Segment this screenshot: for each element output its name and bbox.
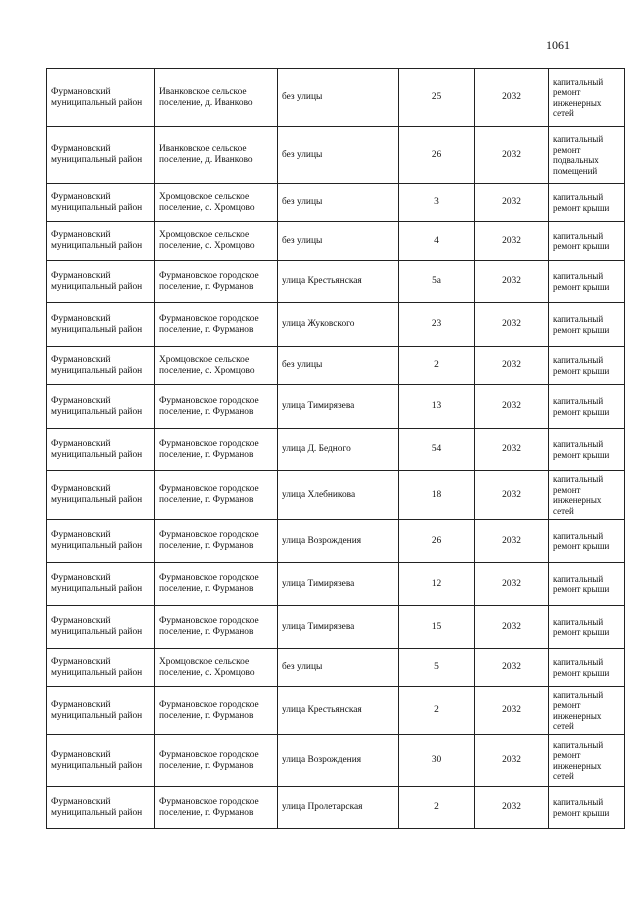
work-type-cell: капитальный ремонт инженерных сетей: [549, 687, 625, 735]
district-cell: Фурмановский муниципальный район: [47, 787, 155, 829]
district-cell: Фурмановский муниципальный район: [47, 385, 155, 429]
district-cell: Фурмановский муниципальный район: [47, 606, 155, 649]
table-row: [47, 471, 625, 520]
house-number-cell: 13: [399, 385, 475, 429]
house-number-cell: 26: [399, 520, 475, 563]
house-number-cell: 26: [399, 127, 475, 184]
settlement-cell: Фурмановское городское поселение, г. Фурманов: [155, 471, 278, 520]
year-cell: 2032: [475, 69, 549, 127]
street-cell: без улицы: [278, 127, 399, 184]
house-number-cell: 5: [399, 649, 475, 687]
year-cell: 2032: [475, 787, 549, 829]
year-cell: 2032: [475, 261, 549, 303]
work-type-cell: капитальный ремонт крыши: [549, 787, 625, 829]
year-cell: 2032: [475, 649, 549, 687]
settlement-cell: Хромцовское сельское поселение, с. Хромцово: [155, 649, 278, 687]
district-cell: Фурмановский муниципальный район: [47, 69, 155, 127]
house-number-cell: 2: [399, 787, 475, 829]
year-cell: 2032: [475, 735, 549, 787]
table-row: [47, 649, 625, 687]
settlement-cell: Иванковское сельское поселение, д. Иванково: [155, 127, 278, 184]
year-cell: 2032: [475, 563, 549, 606]
table-body: [47, 69, 625, 829]
street-cell: улица Тимирязева: [278, 385, 399, 429]
year-cell: 2032: [475, 385, 549, 429]
house-number-cell: 2: [399, 687, 475, 735]
year-cell: 2032: [475, 347, 549, 385]
settlement-cell: Хромцовское сельское поселение, с. Хромцово: [155, 222, 278, 261]
table-row: [47, 606, 625, 649]
year-cell: 2032: [475, 222, 549, 261]
table-row: [47, 735, 625, 787]
house-number-cell: 5а: [399, 261, 475, 303]
street-cell: улица Возрождения: [278, 735, 399, 787]
district-cell: Фурмановский муниципальный район: [47, 429, 155, 471]
table-row: [47, 261, 625, 303]
house-number-cell: 3: [399, 184, 475, 222]
settlement-cell: Фурмановское городское поселение, г. Фурманов: [155, 385, 278, 429]
work-type-cell: капитальный ремонт крыши: [549, 520, 625, 563]
house-number-cell: 54: [399, 429, 475, 471]
work-type-cell: капитальный ремонт подвальных помещений: [549, 127, 625, 184]
table-row: [47, 69, 625, 127]
work-type-cell: капитальный ремонт крыши: [549, 563, 625, 606]
work-type-cell: капитальный ремонт крыши: [549, 429, 625, 471]
table-row: [47, 787, 625, 829]
district-cell: Фурмановский муниципальный район: [47, 261, 155, 303]
house-number-cell: 12: [399, 563, 475, 606]
year-cell: 2032: [475, 429, 549, 471]
house-number-cell: 25: [399, 69, 475, 127]
table-row: [47, 429, 625, 471]
table-row: [47, 385, 625, 429]
settlement-cell: Хромцовское сельское поселение, с. Хромцово: [155, 347, 278, 385]
year-cell: 2032: [475, 184, 549, 222]
house-number-cell: 23: [399, 303, 475, 347]
year-cell: 2032: [475, 471, 549, 520]
settlement-cell: Фурмановское городское поселение, г. Фурманов: [155, 303, 278, 347]
work-type-cell: капитальный ремонт крыши: [549, 184, 625, 222]
table-row: [47, 222, 625, 261]
settlement-cell: Фурмановское городское поселение, г. Фурманов: [155, 787, 278, 829]
table-row: [47, 127, 625, 184]
street-cell: без улицы: [278, 222, 399, 261]
work-type-cell: капитальный ремонт крыши: [549, 261, 625, 303]
settlement-cell: Фурмановское городское поселение, г. Фурманов: [155, 429, 278, 471]
building-repair-table: [46, 68, 625, 829]
work-type-cell: капитальный ремонт инженерных сетей: [549, 471, 625, 520]
work-type-cell: капитальный ремонт инженерных сетей: [549, 69, 625, 127]
street-cell: улица Крестьянская: [278, 687, 399, 735]
settlement-cell: Фурмановское городское поселение, г. Фурманов: [155, 261, 278, 303]
work-type-cell: капитальный ремонт крыши: [549, 385, 625, 429]
work-type-cell: капитальный ремонт крыши: [549, 303, 625, 347]
district-cell: Фурмановский муниципальный район: [47, 127, 155, 184]
street-cell: без улицы: [278, 184, 399, 222]
district-cell: Фурмановский муниципальный район: [47, 222, 155, 261]
settlement-cell: Фурмановское городское поселение, г. Фурманов: [155, 606, 278, 649]
work-type-cell: капитальный ремонт крыши: [549, 222, 625, 261]
work-type-cell: капитальный ремонт крыши: [549, 649, 625, 687]
street-cell: улица Тимирязева: [278, 563, 399, 606]
settlement-cell: Фурмановское городское поселение, г. Фурманов: [155, 520, 278, 563]
street-cell: без улицы: [278, 649, 399, 687]
district-cell: Фурмановский муниципальный район: [47, 347, 155, 385]
year-cell: 2032: [475, 520, 549, 563]
street-cell: улица Тимирязева: [278, 606, 399, 649]
settlement-cell: Фурмановское городское поселение, г. Фурманов: [155, 563, 278, 606]
table-row: [47, 563, 625, 606]
street-cell: без улицы: [278, 347, 399, 385]
table-row: [47, 687, 625, 735]
settlement-cell: Хромцовское сельское поселение, с. Хромцово: [155, 184, 278, 222]
street-cell: улица Хлебникова: [278, 471, 399, 520]
street-cell: улица Пролетарская: [278, 787, 399, 829]
district-cell: Фурмановский муниципальный район: [47, 649, 155, 687]
street-cell: улица Возрождения: [278, 520, 399, 563]
year-cell: 2032: [475, 303, 549, 347]
district-cell: Фурмановский муниципальный район: [47, 520, 155, 563]
house-number-cell: 18: [399, 471, 475, 520]
table-row: [47, 520, 625, 563]
work-type-cell: капитальный ремонт крыши: [549, 606, 625, 649]
year-cell: 2032: [475, 127, 549, 184]
settlement-cell: Фурмановское городское поселение, г. Фурманов: [155, 735, 278, 787]
page-number: 1061: [546, 38, 570, 52]
district-cell: Фурмановский муниципальный район: [47, 687, 155, 735]
street-cell: улица Крестьянская: [278, 261, 399, 303]
house-number-cell: 15: [399, 606, 475, 649]
district-cell: Фурмановский муниципальный район: [47, 303, 155, 347]
settlement-cell: Фурмановское городское поселение, г. Фурманов: [155, 687, 278, 735]
year-cell: 2032: [475, 606, 549, 649]
street-cell: улица Д. Бедного: [278, 429, 399, 471]
house-number-cell: 2: [399, 347, 475, 385]
street-cell: улица Жуковского: [278, 303, 399, 347]
district-cell: Фурмановский муниципальный район: [47, 563, 155, 606]
house-number-cell: 30: [399, 735, 475, 787]
district-cell: Фурмановский муниципальный район: [47, 735, 155, 787]
settlement-cell: Иванковское сельское поселение, д. Иванково: [155, 69, 278, 127]
table-row: [47, 303, 625, 347]
work-type-cell: капитальный ремонт инженерных сетей: [549, 735, 625, 787]
work-type-cell: капитальный ремонт крыши: [549, 347, 625, 385]
house-number-cell: 4: [399, 222, 475, 261]
street-cell: без улицы: [278, 69, 399, 127]
district-cell: Фурмановский муниципальный район: [47, 471, 155, 520]
table-row: [47, 347, 625, 385]
district-cell: Фурмановский муниципальный район: [47, 184, 155, 222]
table-row: [47, 184, 625, 222]
year-cell: 2032: [475, 687, 549, 735]
